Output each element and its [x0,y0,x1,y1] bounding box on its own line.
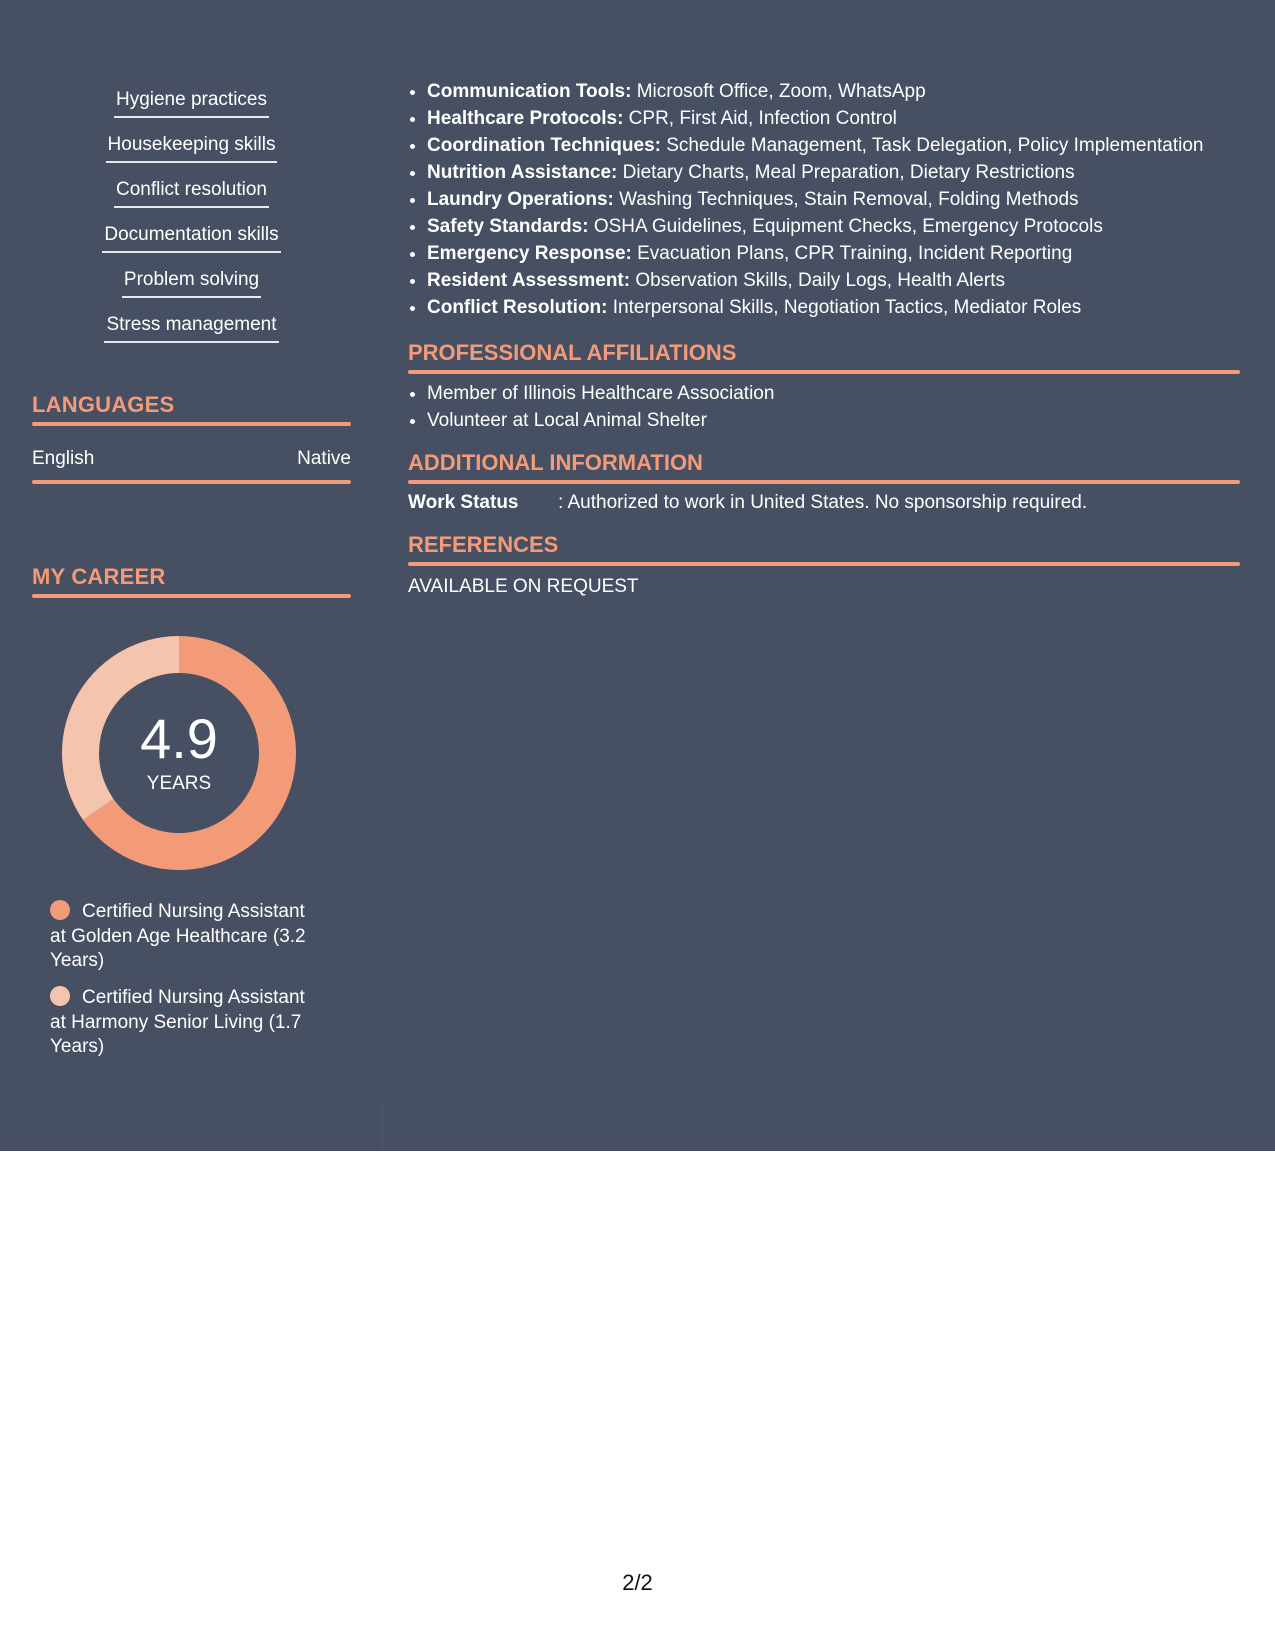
references-heading-rule [408,562,1240,566]
references-heading: REFERENCES [408,532,559,557]
skill-values: Evacuation Plans, CPR Training, Incident Reporting [631,243,1073,264]
list-item: • Member of Illinois Healthcare Association [427,380,1240,407]
skill-category: Resident Assessment: [427,270,631,291]
skill-item [32,309,351,354]
language-level-bar [32,480,351,484]
affiliations-heading-rule [408,370,1240,374]
skill-category: Nutrition Assistance: [427,162,618,183]
additional-info-heading: ADDITIONAL INFORMATION [408,450,703,475]
skill-item [32,174,351,219]
page-number: 2/2 [622,1570,653,1595]
languages-heading: LANGUAGES [32,392,175,417]
skill-item [32,129,351,174]
skill-item [32,264,351,309]
list-item [427,78,1240,105]
skill-values: CPR, First Aid, Infection Control [623,108,897,129]
legend-label: Certified Nursing Assistant at Harmony Senior Living (1.7 Years) [50,987,305,1057]
skill-values: OSHA Guidelines, Equipment Checks, Emergency Protocols [588,216,1103,237]
work-status-label: Work Status [408,492,519,513]
skill-values: Interpersonal Skills, Negotiation Tactics, Mediator Roles [607,297,1082,318]
technical-skills-list [408,78,1240,321]
skill-values: Schedule Management, Task Delegation, Policy Implementation [660,135,1204,156]
skill-label: Housekeeping skills [106,129,278,163]
career-legend-item [50,986,320,1060]
skill-label: Stress management [104,309,278,343]
list-item [427,132,1240,159]
skill-category: Emergency Response: [427,243,632,264]
skill-values: Dietary Charts, Meal Preparation, Dietary Restrictions [617,162,1075,183]
references-text: AVAILABLE ON REQUEST [408,576,639,597]
skills-list [32,84,351,354]
language-name: English [32,448,95,469]
affiliations-heading: PROFESSIONAL AFFILIATIONS [408,340,737,365]
language-row [32,448,351,470]
career-legend-item [50,900,320,974]
work-status-value: : Authorized to work in United States. No sponsorship required. [558,492,1088,513]
list-item [427,186,1240,213]
legend-dot-icon [50,900,70,920]
legend-label: Certified Nursing Assistant at Golden Age Healthcare (3.2 Years) [50,901,306,971]
career-total-unit: YEARS [146,773,212,794]
skill-item [32,219,351,264]
skill-category: Coordination Techniques: [427,135,661,156]
skill-label: Hygiene practices [114,84,269,118]
list-item: • Volunteer at Local Animal Shelter [427,407,1240,434]
list-item [427,267,1240,294]
skill-item [32,84,351,129]
skill-category: Conflict Resolution: [427,297,608,318]
skill-label: Problem solving [122,264,261,298]
career-total-years: 4.9 [140,707,218,770]
work-status-row [408,492,1240,514]
skill-category: Safety Standards: [427,216,589,237]
list-item [427,240,1240,267]
languages-heading-rule [32,422,351,426]
career-heading: MY CAREER [32,564,166,589]
skill-label: Conflict resolution [114,174,269,208]
skill-values: Washing Techniques, Stain Removal, Folding Methods [613,189,1079,210]
technical-skills-section [408,78,1240,321]
skill-values: Microsoft Office, Zoom, WhatsApp [631,81,926,102]
skill-category: Laundry Operations: [427,189,614,210]
skill-label: Documentation skills [102,219,280,253]
list-item [427,105,1240,132]
skill-category: Communication Tools: [427,81,632,102]
additional-info-heading-rule [408,480,1240,484]
language-level: Native [297,448,351,469]
list-item [427,294,1240,321]
affiliations-section [408,380,1240,434]
skill-category: Healthcare Protocols: [427,108,624,129]
skill-values: Observation Skills, Daily Logs, Health Alerts [630,270,1005,291]
affiliations-list [408,380,1240,434]
legend-dot-icon [50,986,70,1006]
career-heading-rule [32,594,351,598]
column-divider [382,1100,383,1151]
list-item [427,159,1240,186]
list-item [427,213,1240,240]
